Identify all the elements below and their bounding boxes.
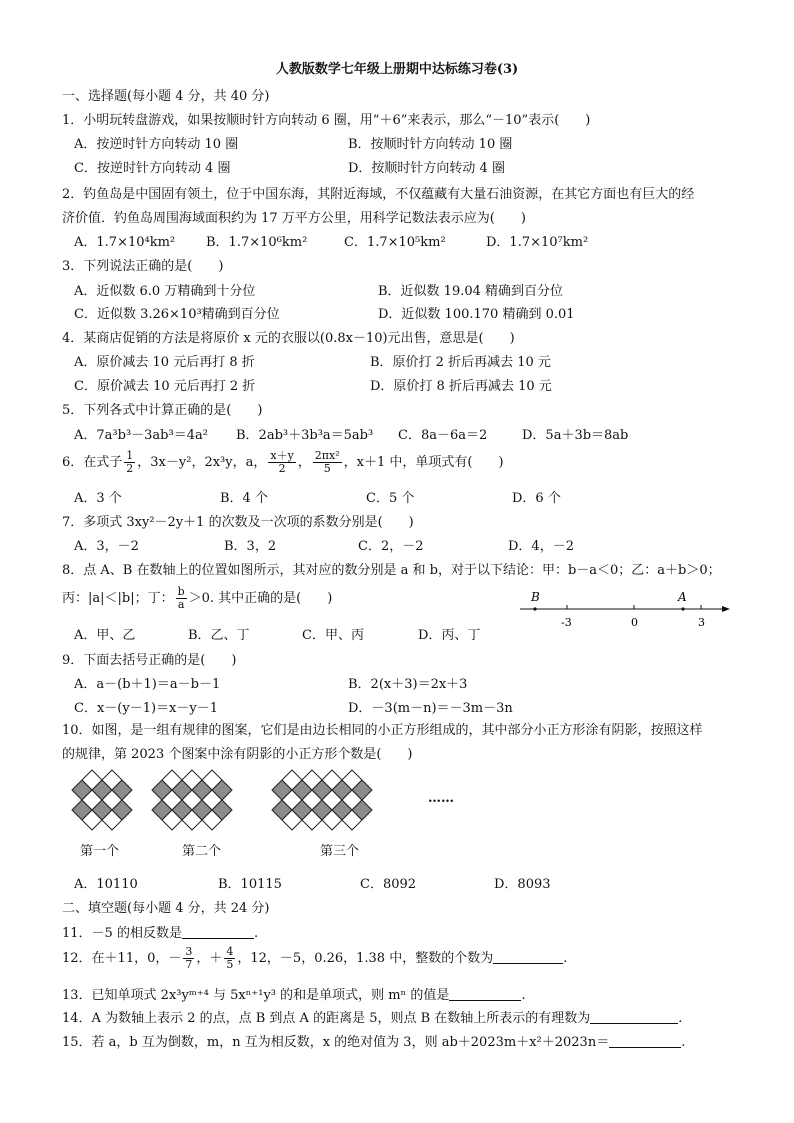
- q12-mid: ，＋: [196, 951, 223, 966]
- q12-prefix: 12．在＋11，0，－: [62, 951, 182, 966]
- q12-fraction-1: [183, 946, 194, 971]
- tick-label-3: 3: [698, 616, 705, 629]
- question-3-stem: 3．下列说法正确的是( ): [62, 259, 224, 274]
- q1-option-a: A．按逆时针方向转动 10 圈: [74, 137, 239, 152]
- q6-fraction-2: [268, 450, 295, 475]
- question-8-stem-line1: 8．点 A、B 在数轴上的位置如图所示，其对应的数分别是 a 和 b，对于以下结论：甲：b－a＜0；乙：a＋b＞0；: [62, 563, 721, 578]
- section-fill-heading: 二、填空题(每小题 4 分，共 24 分): [62, 901, 270, 916]
- q10-option-c: C．8092: [360, 877, 417, 892]
- pattern-figure: [70, 766, 470, 836]
- q8-option-a: A．甲、乙: [74, 628, 136, 643]
- q7-option-b: B．3，2: [224, 539, 277, 554]
- q11-text: 11．－5 的相反数是: [62, 926, 182, 941]
- question-6-stem: [62, 448, 504, 478]
- question-14: [62, 1009, 682, 1028]
- pattern-ellipsis: ……: [428, 791, 454, 806]
- question-4-stem: 4．某商店促销的方法是将原价 x 元的衣服以(0.8x－10)元出售，意思是( ): [62, 331, 515, 346]
- q9-option-d: D．－3(m－n)＝－3m－3n: [348, 701, 513, 716]
- figure-1-caption: 第一个: [80, 844, 120, 859]
- question-5-stem: 5．下列各式中计算正确的是( ): [62, 403, 263, 418]
- question-10-stem-line2: 的规律，第 2023 个图案中涂有阴影的小正方形个数是( ): [62, 747, 413, 762]
- question-2-stem-line1: 2．钓鱼岛是中国固有领土，位于中国东海，其附近海域，不仅蕴藏有大量石油资源，在其它方面也有巨大的经: [62, 187, 695, 202]
- q1-option-d: D．按顺时针方向转动 4 圈: [348, 161, 505, 176]
- q14-end: .: [678, 1011, 683, 1026]
- q4-option-c: C．原价减去 10 元后再打 2 折: [74, 379, 256, 394]
- q5-option-a: A．7a³b³－3ab³＝4a²: [74, 428, 208, 443]
- q8-fraction: [176, 586, 187, 611]
- q14-text: 14．A 为数轴上表示 2 的点，点 B 到点 A 的距离是 5，则点 B 在数轴上所表示的有理数为: [62, 1011, 591, 1026]
- q6-fraction-3: [313, 450, 342, 475]
- q5-option-c: C．8a－6a＝2: [398, 428, 488, 443]
- number-line-figure: [518, 588, 732, 630]
- q11-end: .: [253, 926, 259, 941]
- point-b-dot: [533, 607, 536, 610]
- q6-frac1-den: 2: [126, 462, 134, 475]
- q12-fraction-2: [224, 946, 235, 971]
- q12-frac1-num: 3: [185, 945, 193, 958]
- number-line-arrow: [722, 606, 730, 612]
- question-11: [62, 924, 258, 943]
- q7-option-a: A．3，－2: [74, 539, 139, 554]
- q8-option-b: B．乙、丁: [188, 628, 250, 643]
- q6-mid1: ，3x－y²，2x³y，a，: [137, 455, 267, 470]
- q4-option-a: A．原价减去 10 元后再打 8 折: [74, 355, 255, 370]
- question-12: [62, 944, 567, 974]
- q6-frac3-num: 2πx²: [314, 449, 340, 462]
- q9-option-c: C．x－(y－1)＝x－y－1: [74, 701, 218, 716]
- q6-mid2: ，: [297, 455, 311, 470]
- q12-frac1-den: 7: [185, 958, 193, 971]
- q5-option-b: B．2ab³＋3b³a＝5ab³: [236, 428, 374, 443]
- q4-option-d: D．原价打 8 折后再减去 10 元: [370, 379, 552, 394]
- question-9-stem: 9．下面去括号正确的是( ): [62, 653, 237, 668]
- label-a: A: [678, 590, 687, 604]
- q5-option-d: D．5a＋3b＝8ab: [522, 428, 629, 443]
- question-10-stem-line1: 10．如图，是一组有规律的图案，它们是由边长相同的小正方形组成的，其中部分小正方形涂有阴影，按照这样: [62, 723, 703, 738]
- q15-text: 15．若 a，b 互为倒数，m，n 互为相反数，x 的绝对值为 3，则 ab＋2023m＋x²＋2023n＝: [62, 1035, 610, 1050]
- q15-end: .: [681, 1035, 686, 1050]
- q8-frac-den: a: [177, 598, 185, 611]
- q12-suffix: ，12，－5，0.26，1.38 中，整数的个数为: [237, 951, 494, 966]
- figure-3-caption: 第三个: [320, 844, 360, 859]
- q12-frac2-num: 4: [226, 945, 234, 958]
- q9-option-a: A．a－(b＋1)＝a－b－1: [74, 677, 221, 692]
- q11-answer-blank[interactable]: [182, 924, 254, 939]
- q15-answer-blank[interactable]: [609, 1033, 681, 1048]
- q1-option-b: B．按顺时针方向转动 10 圈: [348, 137, 513, 152]
- q6-fraction-1: [124, 450, 135, 475]
- question-8-stem-line2: [62, 584, 332, 614]
- point-a-dot: [681, 607, 684, 610]
- q6-option-b: B．4 个: [220, 491, 268, 506]
- q13-answer-blank[interactable]: [449, 986, 521, 1001]
- pattern-figure-2: [152, 770, 232, 830]
- q10-option-b: B．10115: [218, 877, 282, 892]
- q12-answer-blank[interactable]: [493, 949, 563, 964]
- q6-frac2-den: 2: [278, 462, 286, 475]
- q6-option-a: A．3 个: [74, 491, 122, 506]
- q14-answer-blank[interactable]: [590, 1009, 678, 1024]
- q3-option-c: C．近似数 3.26×10³精确到百分位: [74, 307, 280, 322]
- tick-label-neg3: -3: [561, 616, 572, 629]
- q6-prefix: 6．在式子: [62, 455, 123, 470]
- q6-suffix: ，x＋1 中，单项式有( ): [343, 455, 504, 470]
- q13-end: .: [521, 988, 526, 1003]
- tick-label-0: 0: [631, 616, 638, 629]
- pattern-figure-3: [272, 770, 372, 830]
- q3-option-b: B．近似数 19.04 精确到百分位: [378, 284, 564, 299]
- page-title: 人教版数学七年级上册期中达标练习卷(3): [275, 62, 519, 77]
- question-13: [62, 986, 526, 1005]
- q2-option-b: B．1.7×10⁶km²: [206, 235, 308, 250]
- q10-option-d: D．8093: [494, 877, 551, 892]
- q10-option-a: A．10110: [74, 877, 138, 892]
- q6-option-d: D．6 个: [512, 491, 561, 506]
- q13-text: 13．已知单项式 2x³yᵐ⁺⁴ 与 5xⁿ⁺¹y³ 的和是单项式，则 mⁿ 的值是: [62, 988, 450, 1003]
- q2-option-d: D．1.7×10⁷km²: [486, 235, 589, 250]
- question-1-stem: 1．小明玩转盘游戏，如果按顺时针方向转动 6 圈，用“＋6”来表示，那么“－10”表示( ): [62, 113, 591, 128]
- q9-option-b: B．2(x＋3)＝2x＋3: [348, 677, 468, 692]
- question-7-stem: 7．多项式 3xy²－2y＋1 的次数及一次项的系数分别是( ): [62, 515, 414, 530]
- q6-frac3-den: 5: [323, 462, 331, 475]
- q3-option-d: D．近似数 100.170 精确到 0.01: [378, 307, 575, 322]
- q7-option-c: C．2，－2: [358, 539, 424, 554]
- section-choice-heading: 一、选择题(每小题 4 分，共 40 分): [62, 89, 270, 104]
- q6-frac2-num: x＋y: [270, 449, 294, 462]
- q2-option-a: A．1.7×10⁴km²: [74, 235, 176, 250]
- q8-stem2a: 丙：|a|＜|b|；丁：: [62, 591, 174, 606]
- q6-frac1-num: 1: [126, 449, 134, 462]
- q2-option-c: C．1.7×10⁵km²: [344, 235, 446, 250]
- question-2-stem-line2: 济价值．钓鱼岛周围海域面积约为 17 万平方公里，用科学记数法表示应为( ): [62, 211, 526, 226]
- q12-frac2-den: 5: [226, 958, 234, 971]
- q6-option-c: C．5 个: [366, 491, 415, 506]
- q1-option-c: C．按逆时针方向转动 4 圈: [74, 161, 231, 176]
- q8-stem2b: ＞0. 其中正确的是( ): [188, 591, 333, 606]
- q12-end: .: [563, 951, 568, 966]
- pattern-figure-1: [72, 770, 132, 830]
- label-b: B: [531, 590, 540, 604]
- q8-option-d: D．丙、丁: [418, 628, 481, 643]
- q3-option-a: A．近似数 6.0 万精确到十分位: [74, 284, 256, 299]
- q4-option-b: B．原价打 2 折后再减去 10 元: [370, 355, 551, 370]
- q8-option-c: C．甲、丙: [302, 628, 364, 643]
- q8-frac-num: b: [177, 585, 185, 598]
- figure-2-caption: 第二个: [182, 844, 222, 859]
- question-15: [62, 1033, 685, 1052]
- q7-option-d: D．4，－2: [508, 539, 574, 554]
